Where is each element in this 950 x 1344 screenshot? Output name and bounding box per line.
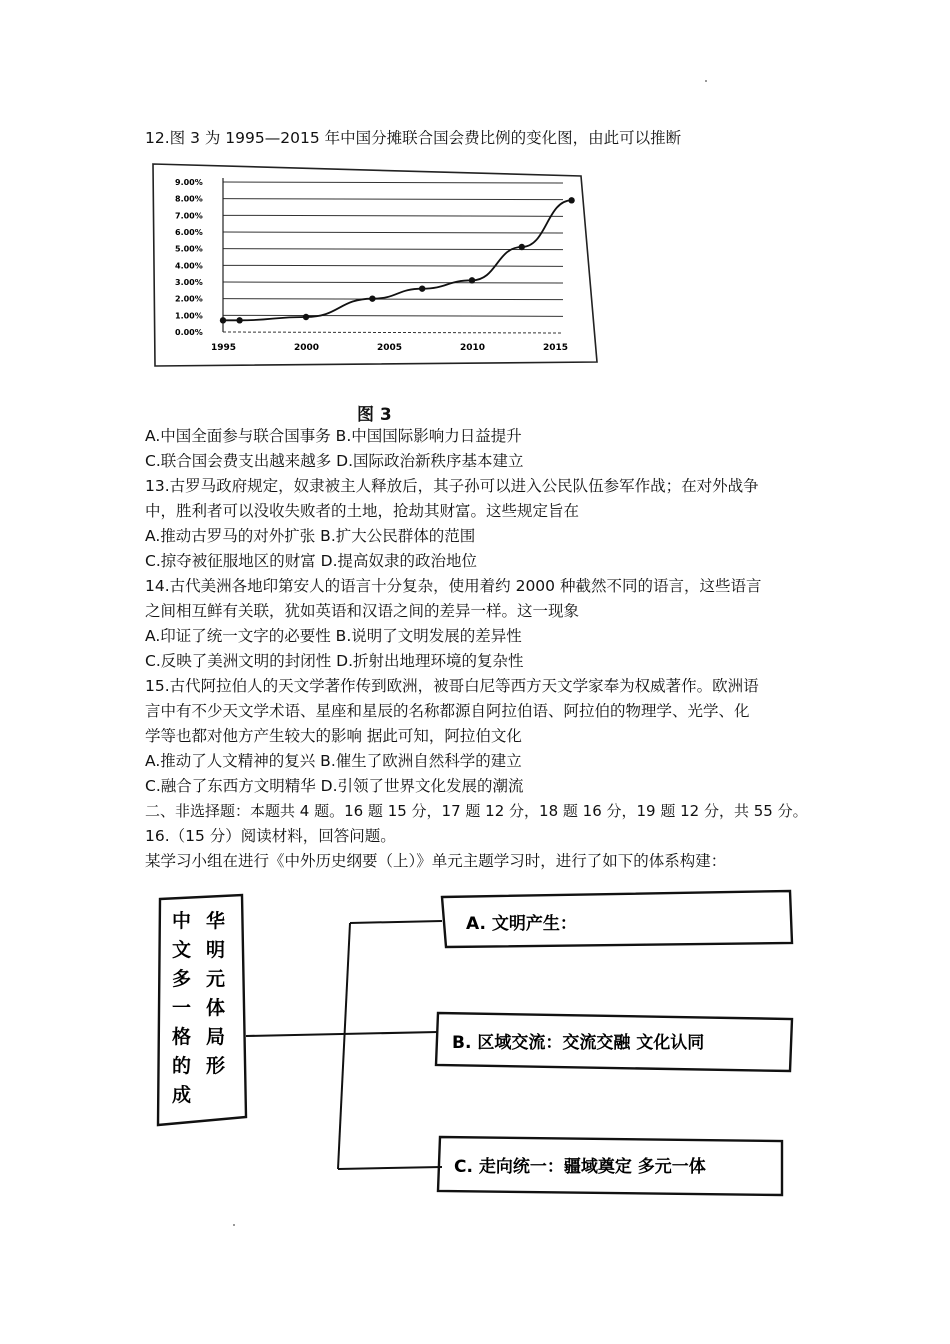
structure-diagram bbox=[150, 885, 800, 1205]
q12-option-line-1: A.中国全面参与联合国事务 B.中国国际影响力日益提升 bbox=[145, 427, 522, 445]
connector-c bbox=[338, 1167, 442, 1169]
q15-stem-line-3: 学等也都对他方产生较大的影响 据此可知，阿拉伯文化 bbox=[145, 727, 522, 745]
connector-vertical bbox=[338, 923, 350, 1169]
data-point bbox=[568, 197, 574, 203]
gridline bbox=[223, 282, 563, 283]
root-char: 成 bbox=[172, 1084, 192, 1106]
gridline bbox=[223, 182, 563, 183]
root-char: 格 bbox=[172, 1026, 192, 1048]
chart-svg bbox=[145, 158, 605, 388]
y-tick-label: 7.00% bbox=[175, 211, 203, 221]
y-tick-label: 3.00% bbox=[175, 278, 203, 287]
data-point bbox=[236, 317, 242, 323]
chart-y-ticks bbox=[175, 178, 203, 337]
x-tick-label: 1995 bbox=[211, 343, 237, 353]
root-text-col-1 bbox=[172, 909, 191, 1106]
chart-x-ticks bbox=[211, 343, 568, 353]
q16-intro: 某学习小组在进行《中外历史纲要（上）》单元主题学习时，进行了如下的体系构建： bbox=[145, 852, 727, 870]
branch-text-a: A. 文明产生： bbox=[466, 914, 577, 934]
branch-text-c: C. 走向统一：疆域奠定 多元一体 bbox=[454, 1157, 706, 1177]
q12-option-line-2: C.联合国会费支出越来越多 D.国际政治新秩序基本建立 bbox=[145, 452, 524, 470]
y-tick-label: 6.00% bbox=[175, 228, 203, 237]
q14-option-line-1: A.印证了统一文字的必要性 B.说明了文明发展的差异性 bbox=[145, 627, 522, 645]
data-point bbox=[469, 277, 475, 283]
root-char: 多 bbox=[172, 968, 192, 990]
root-char: 文 bbox=[172, 939, 192, 961]
root-char: 明 bbox=[206, 939, 226, 961]
q15-option-line-2: C.融合了东西方文明精华 D.引领了世界文化发展的潮流 bbox=[145, 777, 524, 795]
q13-option-line-1: A.推动古罗马的对外扩张 B.扩大公民群体的范围 bbox=[145, 527, 476, 545]
y-tick-label: 5.00% bbox=[175, 244, 203, 254]
scan-speck bbox=[705, 80, 707, 82]
data-point bbox=[369, 295, 375, 301]
series-line bbox=[223, 200, 572, 320]
gridline bbox=[223, 299, 563, 300]
branch-text-b: B. 区域交流：交流交融 文化认同 bbox=[452, 1033, 705, 1053]
q13-stem-line-2: 中，胜利者可以没收失败者的土地，抢劫其财富。这些规定旨在 bbox=[145, 502, 580, 520]
data-point bbox=[519, 244, 525, 250]
y-tick-label: 9.00% bbox=[175, 178, 203, 187]
gridline bbox=[223, 232, 563, 233]
q14-option-line-2: C.反映了美洲文明的封闭性 D.折射出地理环境的复杂性 bbox=[145, 652, 524, 670]
scan-speck bbox=[233, 1224, 235, 1226]
q13-stem-line-1: 13.古罗马政府规定，奴隶被主人释放后，其子孙可以进入公民队伍参军作战；在对外战争 bbox=[145, 477, 759, 495]
data-point bbox=[419, 285, 425, 291]
q14-stem-line-2: 之间相互鲜有关联，犹如英语和汉语之间的差异一样。这一现象 bbox=[145, 602, 580, 620]
chart-grid bbox=[223, 178, 563, 333]
x-tick-label: 2005 bbox=[377, 343, 403, 353]
q13-option-line-2: C.掠夺被征服地区的财富 D.提高奴隶的政治地位 bbox=[145, 552, 478, 570]
diagram-svg bbox=[150, 885, 800, 1205]
x-tick-label: 2010 bbox=[460, 343, 486, 353]
q15-stem-line-2: 言中有不少天文学术语、星座和星辰的名称都源自阿拉伯语、阿拉伯的物理学、光学、化 bbox=[145, 702, 750, 720]
root-char: 形 bbox=[206, 1055, 226, 1077]
y-tick-label: 4.00% bbox=[175, 261, 203, 271]
q12-chart bbox=[145, 158, 605, 388]
gridline bbox=[223, 265, 563, 266]
root-char: 元 bbox=[206, 968, 226, 990]
q12-stem: 12.图 3 为 1995—2015 年中国分摊联合国会费比例的变化图，由此可以推断 bbox=[145, 129, 682, 147]
gridline bbox=[223, 332, 563, 333]
root-char: 中 bbox=[172, 910, 192, 932]
y-tick-label: 2.00% bbox=[175, 294, 203, 304]
x-tick-label: 2000 bbox=[294, 343, 320, 353]
y-tick-label: 0.00% bbox=[175, 328, 203, 337]
data-point bbox=[303, 314, 309, 320]
q15-option-line-1: A.推动了人文精神的复兴 B.催生了欧洲自然科学的建立 bbox=[145, 752, 522, 770]
connector-a bbox=[350, 921, 442, 923]
chart-frame bbox=[153, 164, 597, 366]
section2-header: 二、非选择题：本题共 4 题。16 题 15 分，17 题 12 分，18 题 16 分，19 题 12 分，共 55 分。 bbox=[145, 802, 808, 820]
connector-root bbox=[246, 1032, 438, 1036]
root-char: 一 bbox=[172, 997, 192, 1019]
root-char: 局 bbox=[206, 1026, 226, 1048]
y-tick-label: 8.00% bbox=[175, 194, 203, 204]
gridline bbox=[223, 315, 563, 316]
x-tick-label: 2015 bbox=[543, 343, 569, 353]
figure-caption: 图 3 bbox=[357, 405, 392, 425]
data-point bbox=[220, 317, 226, 323]
root-char: 华 bbox=[206, 910, 226, 932]
root-char: 的 bbox=[172, 1055, 192, 1077]
q16-title: 16.（15 分）阅读材料，回答问题。 bbox=[145, 827, 396, 845]
gridline bbox=[223, 199, 563, 200]
root-text-col-2 bbox=[206, 909, 226, 1077]
gridline bbox=[223, 215, 563, 216]
q15-stem-line-1: 15.古代阿拉伯人的天文学著作传到欧洲，被哥白尼等西方天文学家奉为权威著作。欧洲语 bbox=[145, 677, 759, 695]
y-tick-label: 1.00% bbox=[175, 311, 203, 321]
q14-stem-line-1: 14.古代美洲各地印第安人的语言十分复杂，使用着约 2000 种截然不同的语言，这些语言 bbox=[145, 577, 762, 595]
root-char: 体 bbox=[206, 997, 226, 1019]
